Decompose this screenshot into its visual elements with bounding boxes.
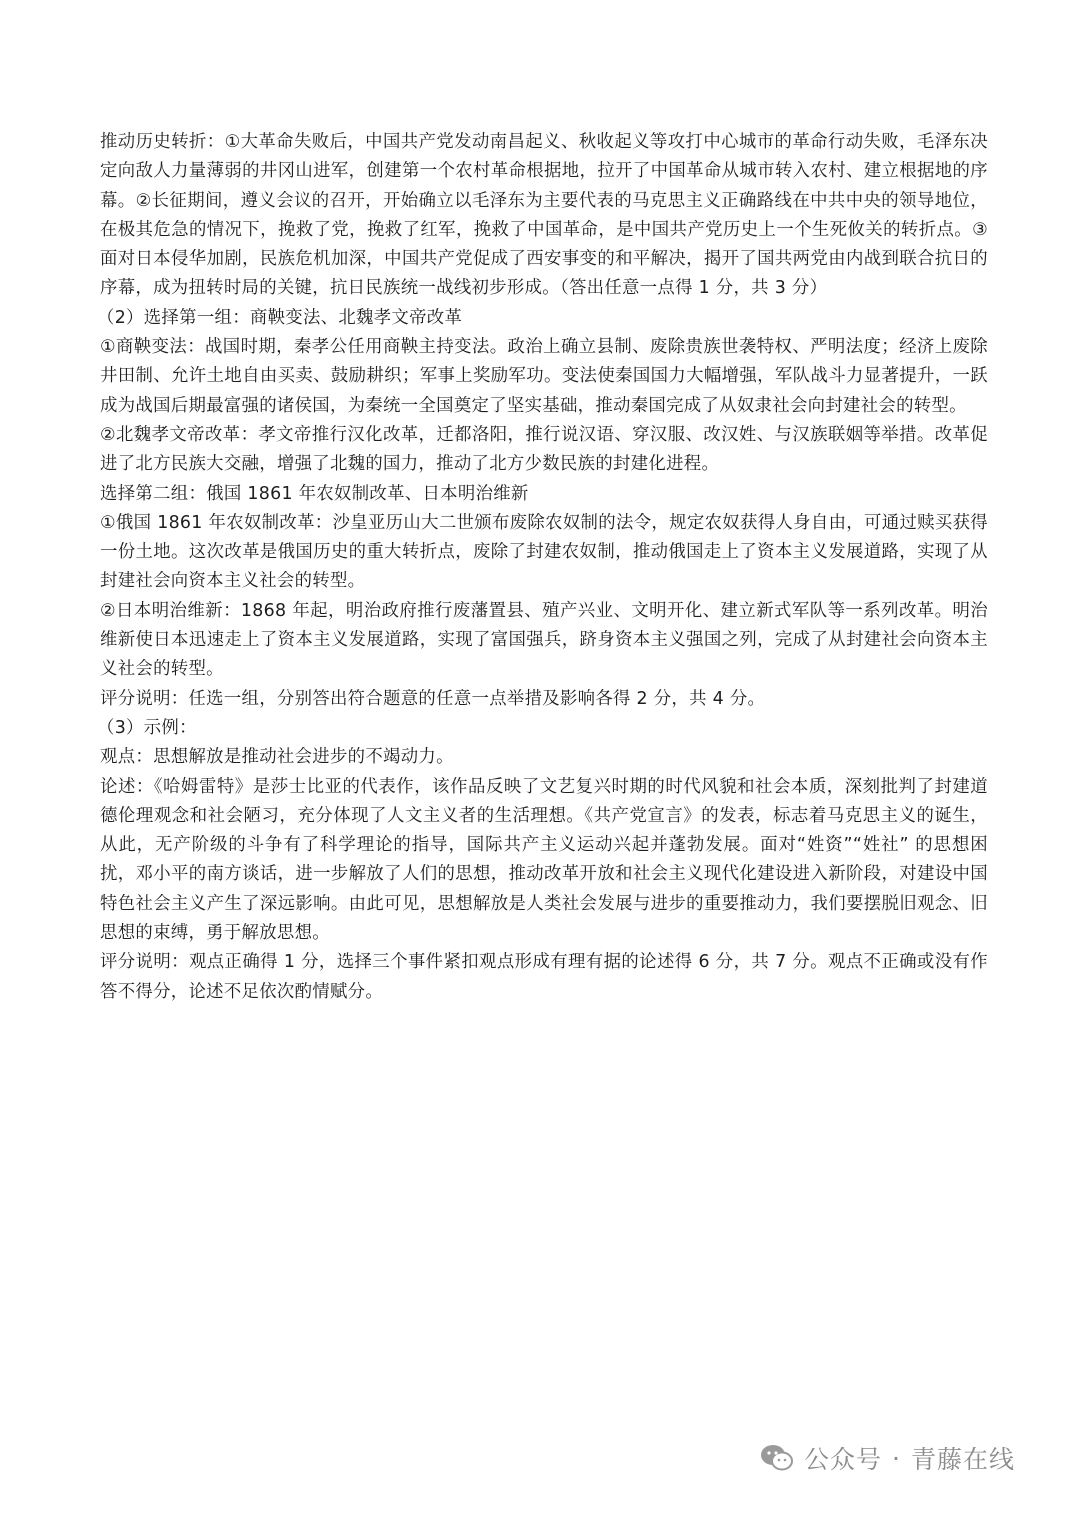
answer-text-body — [97, 128, 988, 1007]
watermark-prefix: 公众号 — [804, 1445, 883, 1474]
paragraph-example-heading: （3）示例： — [97, 717, 197, 738]
paragraph-shang-yang-reform: ①商鞅变法：战国时期，秦孝公任用商鞅主持变法。政治上确立县制、废除贵族世袭特权、严明法度；经济上废除井田制、允许土地自由买卖、鼓励耕织；军事上奖励军功。变法使秦国国力大幅增强，军队战斗力显著提升，一跃成为战国后期最富强的诸侯国，为秦统一全国奠定了坚实基础，推动秦国完成了从奴隶社会向封建社会的转型。 — [100, 337, 988, 416]
paragraph-xiaowen-reform: ②北魏孝文帝改革：孝文帝推行汉化改革，迁都洛阳，推行说汉语、穿汉服、改汉姓、与汉族联姻等举措。改革促进了北方民族大交融，增强了北魏的国力，推动了北方少数民族的封建化进程。 — [100, 424, 988, 475]
paragraph-argument: 论述：《哈姆雷特》是莎士比亚的代表作，该作品反映了文艺复兴时期的时代风貌和社会本质，深刻批判了封建道德伦理观念和社会陋习，充分体现了人文主义者的生活理想。《共产党宣言》的发表，标志着马克思主义的诞生，从此，无产阶级的斗争有了科学理论的指导，国际共产主义运动兴起并蓬勃发展。面对“姓资”“姓社” 的思想困扰，邓小平的南方谈话，进一步解放了人们的思想，推动改革开放和社会主义现代化建设进入新阶段，对建设中国特色社会主义产生了深远影响。由此可见，思想解放是人类社会发展与进步的重要推动力，我们要摆脱旧观念、旧思想的束缚，勇于解放思想。 — [100, 776, 988, 944]
paragraph-group-two-heading: 选择第二组：俄国 1861 年农奴制改革、日本明治维新 — [100, 483, 529, 504]
paragraph-meiji-restoration: ②日本明治维新：1868 年起，明治政府推行废藩置县、殖产兴业、文明开化、建立新式军队等一系列改革。明治维新使日本迅速走上了资本主义发展道路，实现了富国强兵，跻身资本主义强国之列，完成了从封建社会向资本主义社会的转型。 — [100, 600, 988, 680]
paragraph-scoring-note-3: 评分说明：观点正确得 1 分，选择三个事件紧扣观点形成有理有据的论述得 6 分，共 7 分。观点不正确或没有作答不得分，论述不足依次酌情赋分。 — [100, 952, 988, 1002]
wechat-icon — [760, 1443, 794, 1473]
watermark-separator: · — [892, 1443, 901, 1473]
wechat-watermark — [760, 1436, 1015, 1480]
paragraph-group-one-heading: （2）选择第一组：商鞅变法、北魏孝文帝改革 — [97, 307, 463, 328]
paragraph-history-turning-points: 推动历史转折：①大革命失败后，中国共产党发动南昌起义、秋收起义等攻打中心城市的革命行动失败，毛泽东决定向敌人力量薄弱的井冈山进军，创建第一个农村革命根据地，拉开了中国革命从城市转入农村、建立根据地的序幕。②长征期间，遵义会议的召开，开始确立以毛泽东为主要代表的马克思主义正确路线在中共中央的领导地位，在极其危急的情况下，挽救了党，挽救了红军，挽救了中国革命，是中国共产党历史上一个生死攸关的转折点。③面对日本侵华加剧，民族危机加深，中国共产党促成了西安事变的和平解决，揭开了国共两党由内战到联合抗日的序幕，成为扭转时局的关键，抗日民族统一战线初步形成。（答出任意一点得 1 分，共 3 分） — [100, 132, 988, 299]
paragraph-scoring-note-2: 评分说明：任选一组，分别答出符合题意的任意一点举措及影响各得 2 分，共 4 分。 — [100, 688, 766, 709]
paragraph-russia-serfdom-reform: ①俄国 1861 年农奴制改革：沙皇亚历山大二世颁布废除农奴制的法令，规定农奴获得人身自由，可通过赎买获得一份土地。这次改革是俄国历史的重大转折点，废除了封建农奴制，推动俄国走上了资本主义发展道路，实现了从封建社会向资本主义社会的转型。 — [100, 512, 988, 592]
watermark-account-name: 青藤在线 — [910, 1445, 1015, 1474]
paragraph-viewpoint: 观点：思想解放是推动社会进步的不竭动力。 — [100, 747, 454, 768]
